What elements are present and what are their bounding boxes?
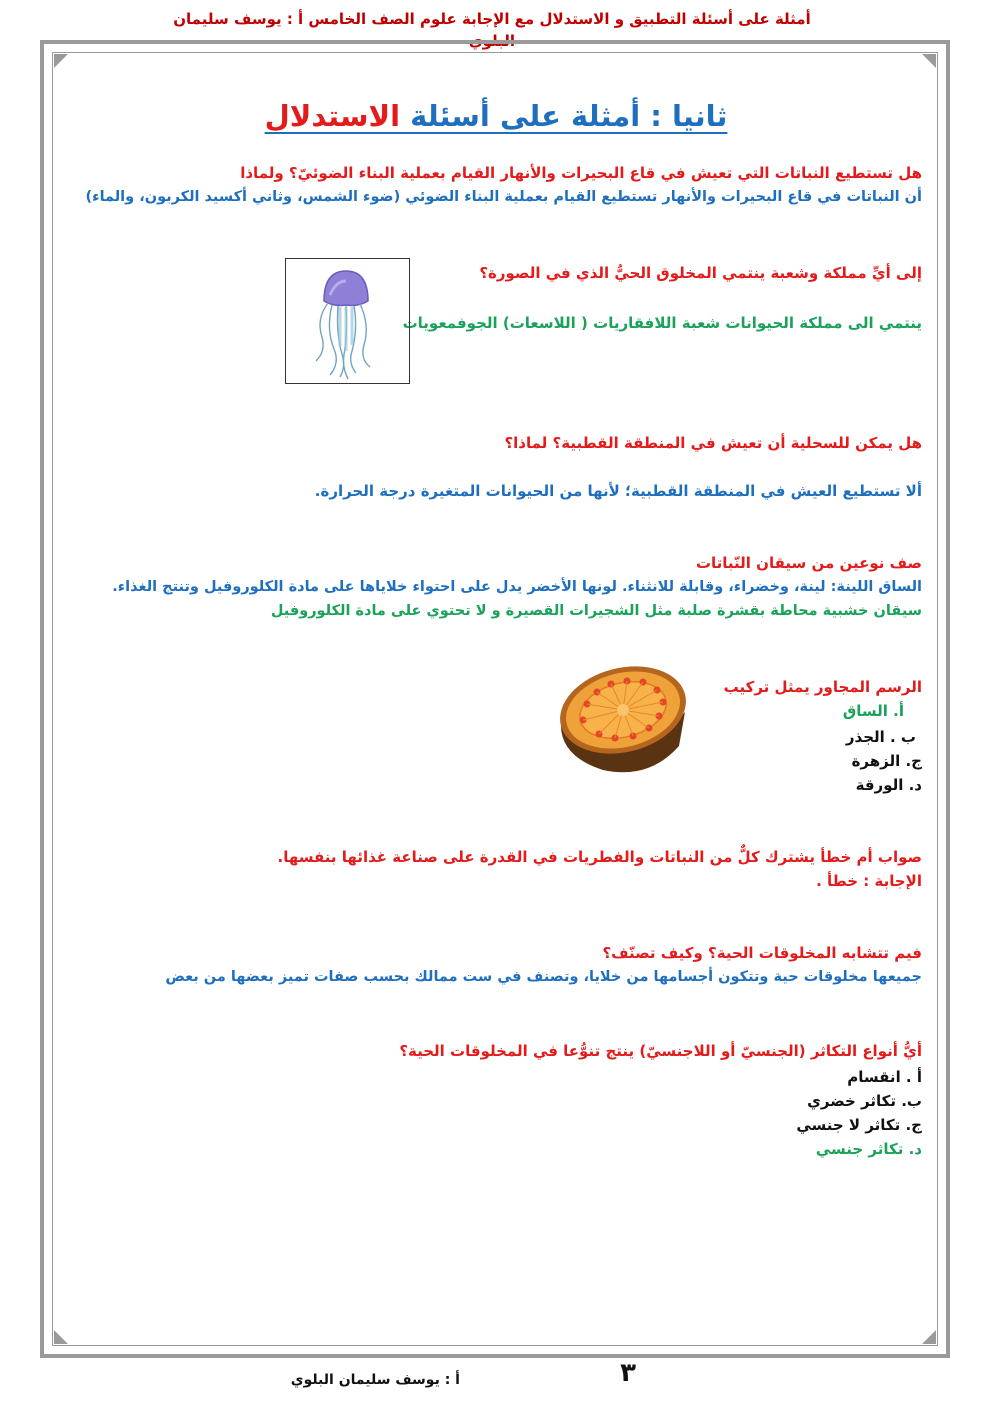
corner-ornament-top-left <box>54 54 68 68</box>
footer-author: أ : يوسف سليمان البلوي <box>290 1372 460 1388</box>
answer-3: ألا تستطيع العيش في المنطقة القطبية؛ لأنها من الحيوانات المتغيرة درجة الحرارة. <box>314 482 922 500</box>
question-8: أيُّ أنواع التكاثر (الجنسيّ أو اللاجنسيّ) ينتج تنوُّعا في المخلوقات الحية؟ <box>399 1042 922 1060</box>
answer-1: أن النباتات في قاع البحيرات والأنهار تستطيع القيام بعملية البناء الضوئي (ضوء الشمس، وثاني أكسيد الكربون، والماء) <box>85 189 922 205</box>
page-header: أمثلة على أسئلة التطبيق و الاستدلال مع الإجابة علوم الصف الخامس أ : يوسف سليمان البلوي <box>173 10 811 50</box>
option-8a: أ . انقسام <box>847 1068 922 1086</box>
title-highlight: الاستدلال <box>264 99 401 133</box>
answer-2: ينتمي الى مملكة الحيوانات شعبة اللافقاريات ( اللاسعات) الجوفمعويات <box>402 314 922 332</box>
page-border-inner <box>52 52 938 1346</box>
answer-7: جميعها مخلوقات حية وتتكون أجسامها من خلايا، وتصنف في ست ممالك بحسب صفات تميز بعضها من بعض <box>165 969 922 985</box>
answer-4-woody-stem: سيقان خشبية محاطة بقشرة صلبة مثل الشجيرات القصيرة و لا تحتوي على مادة الكلوروفيل <box>270 603 922 619</box>
answer-6: الإجابة : خطأ . <box>816 872 922 890</box>
title-prefix: ثانيا : أمثلة على أسئلة <box>400 99 728 133</box>
question-3: هل يمكن للسحلية أن تعيش في المنطقة القطبية؟ لماذا؟ <box>504 434 922 452</box>
section-title <box>0 96 992 136</box>
question-4: صف نوعين من سيقان النّباتات <box>695 554 922 572</box>
question-1: هل تستطيع النباتات التي تعيش في قاع البحيرات والأنهار القيام بعملية البناء الضوئيّ؟ ولماذا <box>240 164 922 182</box>
question-7: فيم تتشابه المخلوقات الحية؟ وكيف تصنّف؟ <box>602 944 922 962</box>
option-5c: ج. الزهرة <box>851 752 922 770</box>
option-8d: د. تكاثر جنسي <box>815 1140 922 1158</box>
stem-cross-section-image <box>553 660 693 778</box>
page-number: ٣ <box>620 1358 636 1388</box>
question-5: الرسم المجاور يمثل تركيب <box>723 678 922 696</box>
stem-cross-section-illustration <box>553 660 693 778</box>
corner-ornament-bottom-right <box>922 1330 936 1344</box>
answer-4-soft-stem: الساق اللينة: لينة، وخضراء، وقابلة للانثناء. لونها الأخضر يدل على احتواء خلاياها على مادة الكلوروفيل وتنتج الغذاء. <box>112 579 922 595</box>
question-6: صواب أم خطأ يشترك كلٌّ من النباتات والفطريات في القدرة على صناعة غذائها بنفسها. <box>277 848 922 866</box>
jellyfish-image <box>285 258 410 384</box>
option-5a: أ. الساق <box>842 702 904 720</box>
jellyfish-illustration <box>286 259 409 383</box>
option-5b: ب . الجذر <box>845 728 916 746</box>
corner-ornament-top-right <box>922 54 936 68</box>
option-8c: ج. تكاثر لا جنسي <box>796 1116 922 1134</box>
corner-ornament-bottom-left <box>54 1330 68 1344</box>
question-2: إلى أيِّ مملكة وشعبة ينتمي المخلوق الحيُّ الذي في الصورة؟ <box>479 264 922 282</box>
option-5d: د. الورقة <box>855 776 922 794</box>
option-8b: ب. تكاثر خضري <box>807 1092 922 1110</box>
